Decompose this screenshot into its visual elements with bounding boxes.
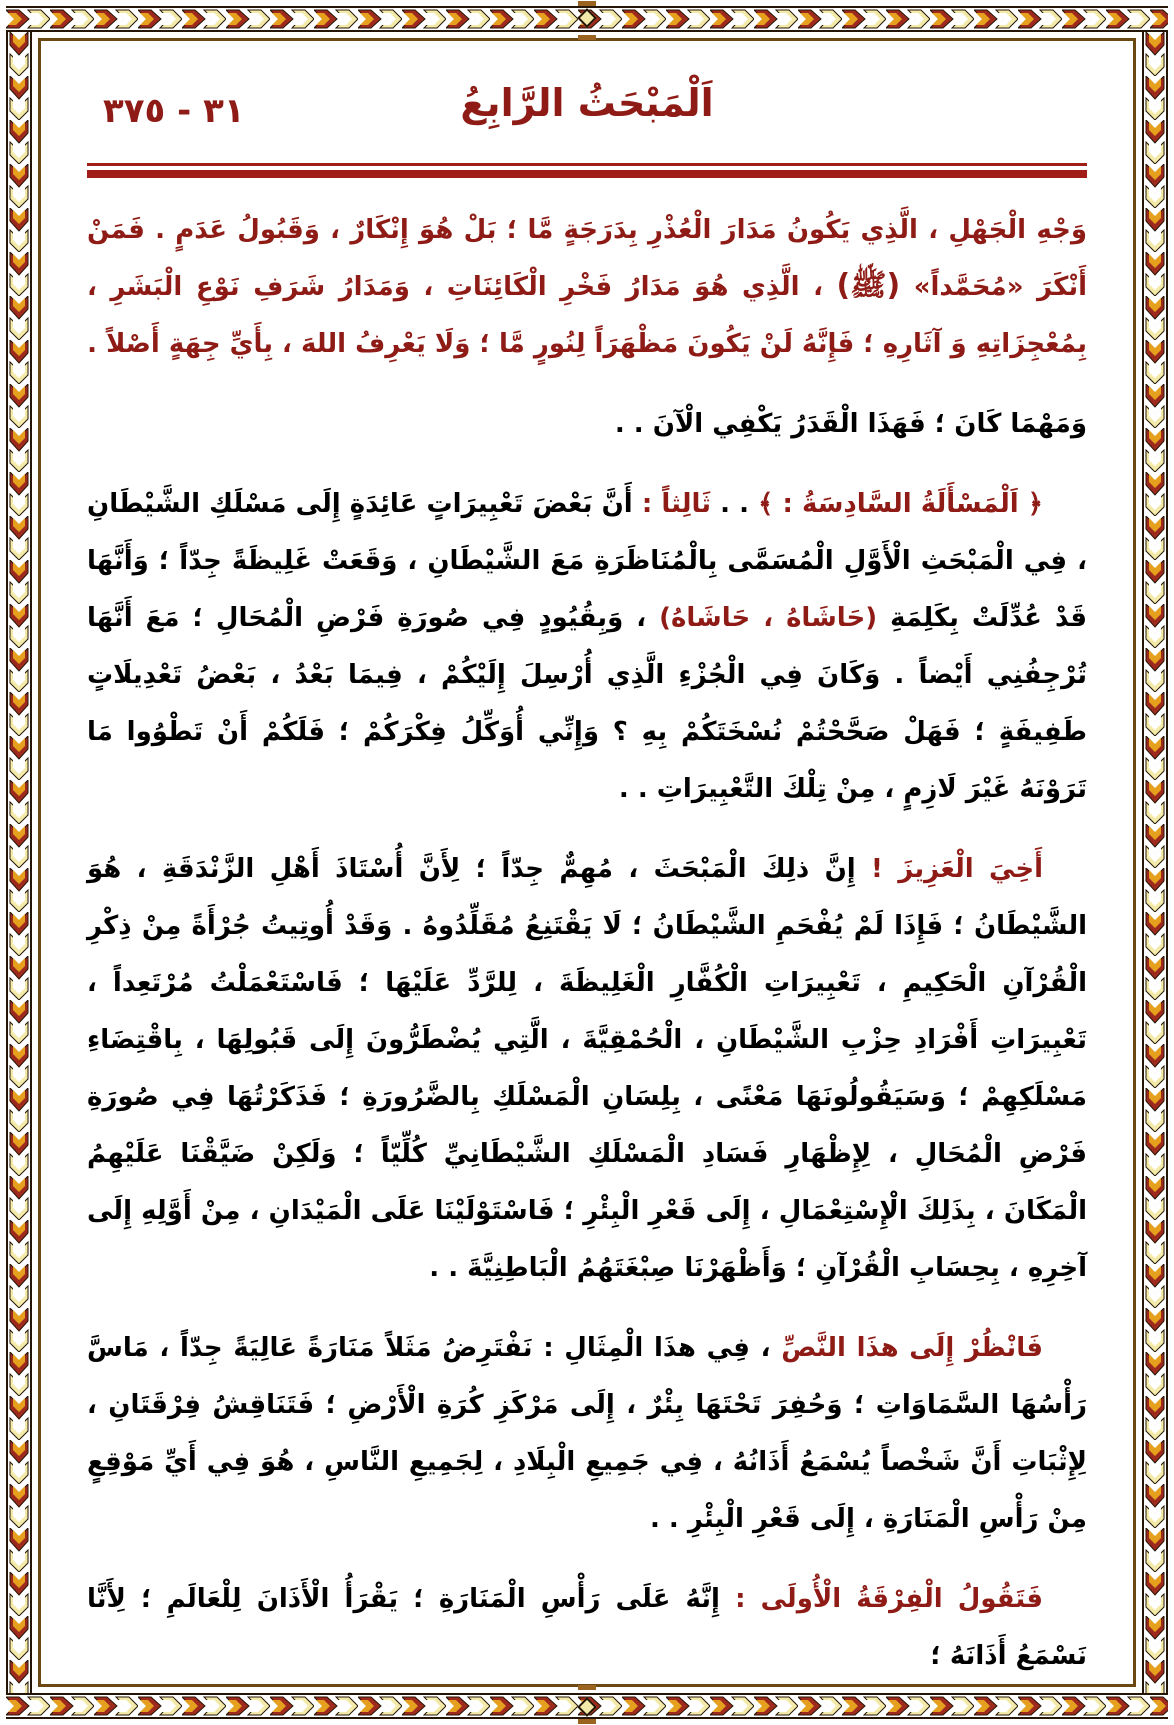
ornamental-border-right — [1142, 32, 1168, 1693]
text-segment: (حَاشَاهُ ، حَاشَاهُ) — [659, 603, 878, 633]
page-number: ٣١ - ٣٧٥ — [103, 91, 245, 131]
paragraph — [87, 1571, 1087, 1685]
diamond-ornament-icon — [577, 8, 597, 28]
paragraph — [87, 841, 1087, 1297]
ornament-tab — [578, 1685, 596, 1690]
ornament-tab — [578, 1, 596, 6]
border-ornament-top — [572, 0, 602, 40]
text-segment: أَخِيَ الْعَزِيزَ ! — [855, 854, 1044, 884]
text-segment: فَتَقُولُ الْفِرْقَةُ الْأُولَى : — [719, 1584, 1043, 1614]
text-segment: إِنَّهُ عَلَى رَأْسِ الْمَنَارَةِ ؛ يَقْرَأُ الْأَذَانَ لِلْعَالَمِ ؛ لِأَنَّا نَسْمَعُ أَذَانَهُ ؛ — [87, 1584, 1087, 1671]
ornamental-border-left — [6, 32, 32, 1693]
page-header — [87, 65, 1087, 151]
text-segment: فَانْظُرْ إِلَى هذَا النَّصِّ — [770, 1333, 1043, 1363]
diamond-ornament-icon — [577, 1697, 597, 1717]
paragraph — [87, 476, 1087, 818]
text-segment: ﴿ اَلْمَسْأَلَةُ السَّادِسَةُ : ﴾ — [758, 489, 1043, 519]
page-content — [41, 41, 1133, 1684]
text-segment: أَنَّ بَعْضَ تَعْبِيرَاتٍ عَائِدَةٍ إِلَى مَسْلَكِ الشَّيْطَانِ ، فِي الْمَبْحَثِ الْأَوَّلِ الْمُسَمَّى بِالْمُنَاظَرَةِ مَعَ الشَّيْطَانِ ، وَقَعَتْ غَلِيظَةً جِدّاً ؛ وَأَنَّهَا قَدْ عُدِّلَتْ بِكَلِمَةِ — [87, 489, 1087, 633]
rule-thick-line — [87, 170, 1087, 178]
text-segment: وَجْهِ الْجَهْلِ ، الَّذِي يَكُونُ مَدَارَ الْعُذْرِ بِدَرَجَةٍ مَّا ؛ بَلْ هُوَ إِنْكَارٌ ، وَقَبُولُ عَدَمٍ . فَمَنْ أَنْكَرَ «مُحَمَّداً» — [87, 215, 1087, 302]
paragraph — [87, 396, 1087, 453]
ornament-tab — [578, 1719, 596, 1724]
double-rule — [87, 163, 1087, 178]
text-segment: وَمَهْمَا كَانَ ؛ فَهَذَا الْقَدَرُ يَكْفِي الْآنَ . . — [614, 409, 1087, 439]
salawat-symbol: (ﷺ) — [836, 268, 901, 303]
ornament-tab — [578, 35, 596, 40]
body-text — [87, 202, 1087, 1685]
text-segment: . . — [711, 489, 759, 519]
text-segment: ، فِي هذَا الْمِثَالِ : نَفْتَرِضُ مَثَلاً مَنَارَةً عَالِيَةً جِدّاً ، مَاسَّ رَأْسُهَا السَّمَاوَاتِ ؛ وَحُفِرَ تَحْتَهَا بِئْرٌ ، إِلَى مَرْكَزِ كُرَةِ الْأَرْضِ ؛ فَتَنَاقِشُ فِرْقَتَانِ ، لِإِثْبَاتِ أَنَّ شَخْصاً يُسْمَعُ أَذَانُهُ ، فِي جَمِيعِ الْبِلَادِ ، لِجَمِيعِ النَّاسِ ، هُوَ فِي أَيِّ مَوْقِعٍ مِنْ رَأْسِ الْمَنَارَةِ ، إِلَى قَعْرِ الْبِئْرِ . . — [87, 1333, 1087, 1534]
border-ornament-bottom — [572, 1685, 602, 1725]
text-segment: إِنَّ ذلِكَ الْمَبْحَثَ ، مُهِمٌّ جِدّاً ؛ لِأَنَّ أُسْتَاذَ أَهْلِ الزَّنْدَقَةِ ، هُوَ الشَّيْطَانُ ؛ فَإِذَا لَمْ يُفْحَمِ الشَّيْطَانُ ؛ لَا يَقْتَنِعُ مُقَلِّدُوهُ . وَقَدْ أُوتِيتُ جُرْأَةً مِنْ ذِكْرِ الْقُرْآنِ الْحَكِيمِ ، تَعْبِيرَاتِ الْكُفَّارِ الْغَلِيظَةَ ، لِلرَّدِّ عَلَيْهَا ؛ فَاسْتَعْمَلْتُ مُرْتَعِداً ، تَعْبِيرَاتِ أَفْرَادِ حِزْبِ الشَّيْطَانِ ، الْحُمْقِيَّةَ ، الَّتِي يُضْطَرُّونَ إِلَى قَبُولِهَا ، بِاقْتِضَاءِ مَسْلَكِهِمْ ؛ وَسَيَقُولُونَهَا مَعْنًى ، بِلِسَانِ الْمَسْلَكِ بِالضَّرُورَةِ ؛ فَذَكَرْتُهَا فِي صُورَةِ فَرْضِ الْمُحَالِ ، لِإِظْهَارِ فَسَادِ الْمَسْلَكِ الشَّيْطَانِيِّ كُلِّيّاً ؛ وَلَكِنْ ضَيَّقْنَا عَلَيْهِمُ الْمَكَانَ ، بِذَلِكَ الْإِسْتِعْمَالِ ، إِلَى قَعْرِ الْبِئْرِ ؛ فَاسْتَوْلَيْنَا عَلَى الْمَيْدَانِ ، مِنْ أَوَّلِهِ إِلَى آخِرِهِ ، بِحِسَابِ الْقُرْآنِ ؛ وَأَظْهَرْنَا صِبْغَتَهُمُ الْبَاطِنِيَّةَ . . — [87, 854, 1087, 1283]
text-segment: ثَالِثاً : — [632, 489, 712, 519]
paragraph — [87, 1320, 1087, 1548]
paragraph — [87, 202, 1087, 373]
text-segment: ، وَبِقُيُودٍ فِي صُورَةِ فَرْضِ الْمُحَالِ ؛ مَعَ أَنَّهَا تُرْجِفُنِي أَيْضاً . وَكَانَ فِي الْجُزْءِ الَّذِي أُرْسِلَ إِلَيْكُمْ ، فِيمَا بَعْدُ ، بَعْضُ تَعْدِيلَاتٍ طَفِيفَةٍ ؛ فَهَلْ صَحَّحْتُمْ نُسْخَتَكُمْ بِهِ ؟ وَإِنِّي أُوَكِّلُ فِكْرَكُمْ ؛ فَلَكُمْ أَنْ تَطْوُوا مَا تَرَوْنَهُ غَيْرَ لَازِمٍ ، مِنْ تِلْكَ التَّعْبِيرَاتِ . . — [87, 603, 1087, 804]
text-segment: ، الَّذِي هُوَ مَدَارُ فَخْرِ الْكَائِنَاتِ ، وَمَدَارُ شَرَفِ نَوْعِ الْبَشَرِ ، بِمُعْجِزَاتِهِ وَ آثَارِهِ ؛ فَإِنَّهُ لَنْ يَكُونَ مَظْهَرَاً لِنُورٍ مَّا ؛ وَلَا يَعْرِفُ اللهَ ، بِأَيِّ جِهَةٍ أَصْلاً . — [87, 272, 1087, 359]
page-title: اَلْمَبْحَثُ الرَّابِعُ — [460, 81, 714, 125]
